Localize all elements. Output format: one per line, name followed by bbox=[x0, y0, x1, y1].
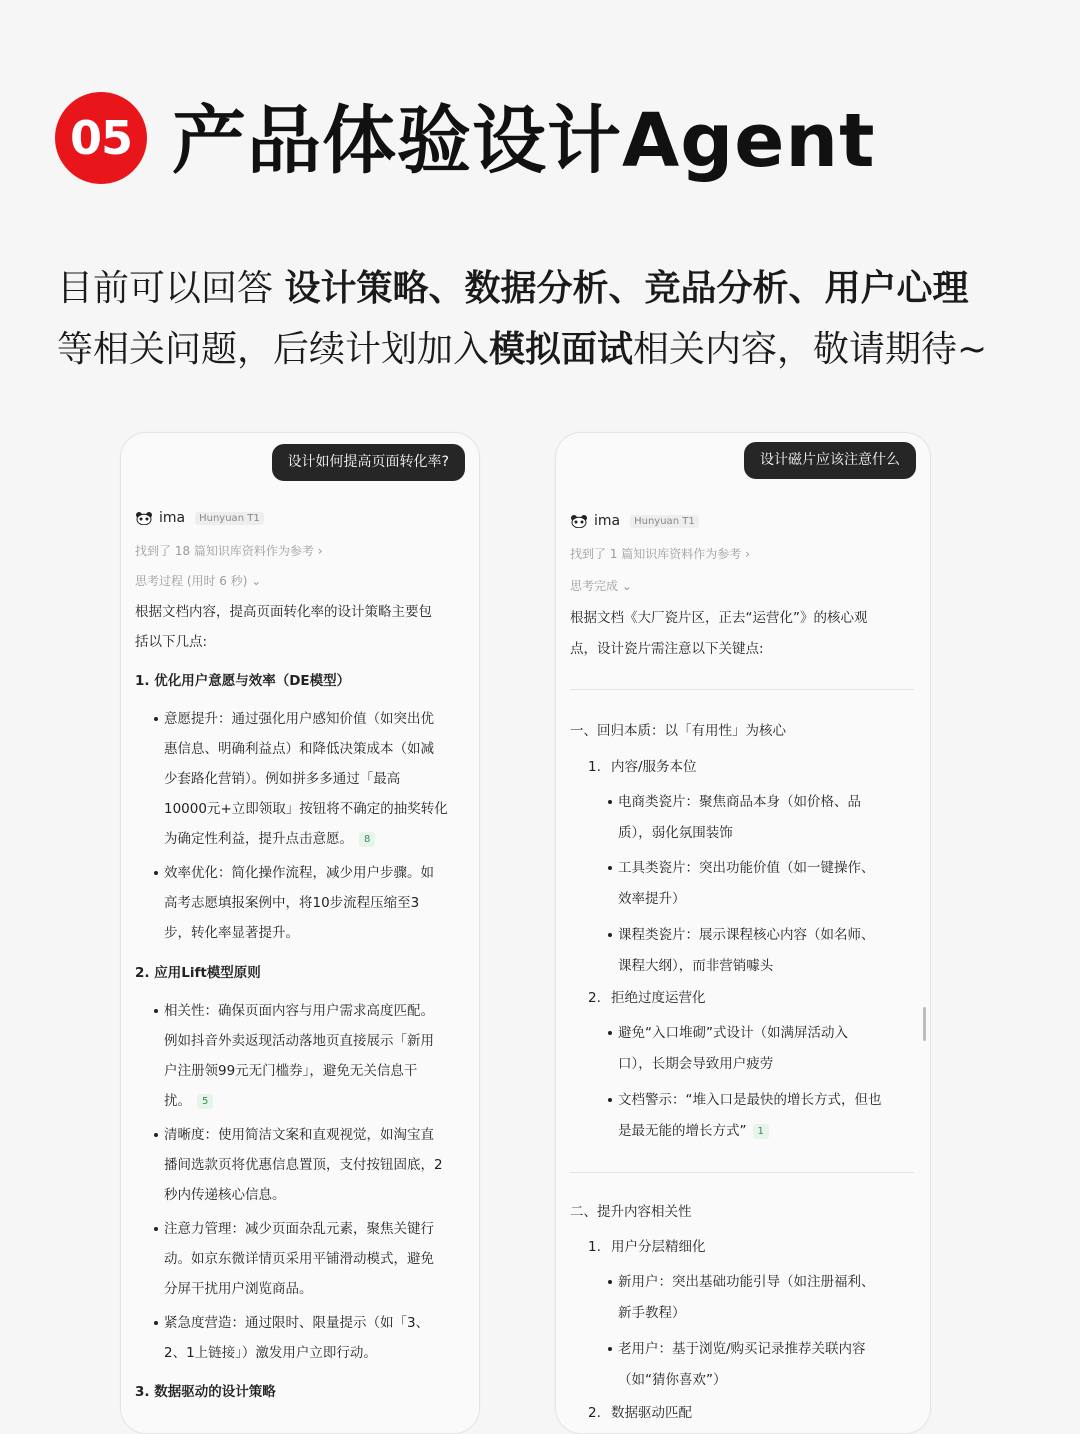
section-heading: 二、提升内容相关性 bbox=[570, 1204, 692, 1220]
chat-card-right bbox=[555, 432, 931, 1434]
list-number: 1. bbox=[588, 759, 601, 775]
answer-line: 播间选款页将优惠信息置顶，支付按钮固底，2 bbox=[164, 1157, 443, 1173]
answer-line: 效率优化：简化操作流程，减少用户步骤。如 bbox=[164, 865, 434, 881]
section-heading: 一、回归本质：以「有用性」为核心 bbox=[570, 723, 786, 739]
answer-line: 2、1上链接」）激发用户立即行动。 bbox=[164, 1345, 377, 1361]
answer-line: 步，转化率显著提升。 bbox=[164, 925, 299, 941]
answer-line: 效率提升） bbox=[618, 891, 686, 907]
answer-line: 少套路化营销）。例如拼多多通过「最高 bbox=[164, 771, 401, 787]
subsection-heading: 拒绝过度运营化 bbox=[611, 990, 706, 1006]
answer-line: 电商类瓷片：聚焦商品本身（如价格、品 bbox=[618, 794, 861, 810]
reference-badge[interactable]: 1 bbox=[753, 1124, 769, 1139]
bullet-dot bbox=[608, 1098, 612, 1102]
page-title: 产品体验设计Agent bbox=[172, 98, 876, 184]
bullet-dot bbox=[608, 1280, 612, 1284]
bullet-dot bbox=[608, 933, 612, 937]
answer-line: 分屏干扰用户浏览商品。 bbox=[164, 1281, 313, 1297]
answer-line: 课程大纲），而非营销噱头 bbox=[618, 958, 774, 974]
section-heading: 1. 优化用户意愿与效率（DE模型） bbox=[135, 673, 351, 689]
answer-line-text: 为确定性利益，提升点击意愿。 bbox=[164, 831, 353, 847]
answer-line: 文档警示：“堆入口是最快的增长方式，但也 bbox=[618, 1092, 882, 1108]
answer-line: 老用户：基于浏览/购买记录推荐关联内容 bbox=[618, 1341, 866, 1357]
list-number: 2. bbox=[588, 990, 601, 1006]
answer-line-text: 扰。 bbox=[164, 1093, 191, 1109]
answer-line: 户注册领99元无门槛券」，避免无关信息干 bbox=[164, 1063, 418, 1079]
user-question-bubble: 设计如何提高页面转化率? bbox=[272, 444, 465, 481]
bullet-dot bbox=[154, 871, 158, 875]
answer-line: 根据文档《大厂瓷片区，正去“运营化”》的核心观 bbox=[570, 610, 868, 626]
subsection-heading: 数据驱动匹配 bbox=[611, 1405, 692, 1421]
panda-logo-icon bbox=[135, 512, 153, 525]
answer-line: 根据文档内容，提高页面转化率的设计策略主要包 bbox=[135, 604, 432, 620]
chat-card-left bbox=[120, 432, 480, 1434]
intro-normal-2: 等相关问题，后续计划加入 bbox=[57, 329, 490, 370]
answer-line: 10000元+立即领取」按钮将不确定的抽奖转化 bbox=[164, 801, 448, 817]
answer-line: 惠信息、明确利益点）和降低决策成本（如减 bbox=[164, 741, 434, 757]
bullet-dot bbox=[154, 1133, 158, 1137]
intro-normal-1: 目前可以回答 bbox=[57, 268, 285, 309]
answer-line bbox=[164, 831, 375, 847]
answer-line bbox=[618, 1123, 769, 1139]
answer-line: 新用户：突出基础功能引导（如注册福利、 bbox=[618, 1274, 875, 1290]
bullet-dot bbox=[608, 1031, 612, 1035]
section-heading: 2. 应用Lift模型原则 bbox=[135, 965, 261, 981]
answer-line: 紧急度营造：通过限时、限量提示（如「3、 bbox=[164, 1315, 430, 1331]
answer-line: 点，设计瓷片需注意以下关键点: bbox=[570, 641, 764, 657]
thinking-toggle[interactable]: 思考完成 ⌄ bbox=[570, 579, 632, 593]
bullet-dot bbox=[154, 1227, 158, 1231]
answer-line: 意愿提升：通过强化用户感知价值（如突出优 bbox=[164, 711, 434, 727]
answer-line: 相关性：确保页面内容与用户需求高度匹配。 bbox=[164, 1003, 434, 1019]
answer-line: 秒内传递核心信息。 bbox=[164, 1187, 286, 1203]
list-number: 1. bbox=[588, 1239, 601, 1255]
sources-link[interactable]: 找到了 18 篇知识库资料作为参考 › bbox=[135, 544, 323, 558]
answer-line: 括以下几点: bbox=[135, 634, 208, 650]
assistant-name: ima bbox=[594, 513, 621, 529]
answer-line: 高考志愿填报案例中，将10步流程压缩至3 bbox=[164, 895, 420, 911]
section-heading: 3. 数据驱动的设计策略 bbox=[135, 1384, 276, 1400]
user-question-bubble: 设计磁片应该注意什么 bbox=[744, 442, 916, 479]
bullet-dot bbox=[608, 800, 612, 804]
answer-line: 例如抖音外卖返现活动落地页直接展示「新用 bbox=[164, 1033, 434, 1049]
list-number: 2. bbox=[588, 1405, 601, 1421]
answer-line: （如“猜你喜欢”） bbox=[618, 1372, 727, 1388]
answer-line: 课程类瓷片：展示课程核心内容（如名师、 bbox=[618, 927, 875, 943]
model-tag: Hunyuan T1 bbox=[630, 515, 699, 528]
bullet-dot bbox=[154, 717, 158, 721]
thinking-toggle[interactable]: 思考过程 (用时 6 秒) ⌄ bbox=[135, 574, 262, 588]
answer-line: 新手教程） bbox=[618, 1305, 686, 1321]
sources-link[interactable]: 找到了 1 篇知识库资料作为参考 › bbox=[570, 547, 750, 561]
reference-badge[interactable]: 8 bbox=[359, 832, 375, 847]
answer-line: 注意力管理：减少页面杂乱元素，聚焦关键行 bbox=[164, 1221, 434, 1237]
intro-bold-2: 模拟面试 bbox=[489, 329, 634, 370]
answer-line: 质），弱化氛围装饰 bbox=[618, 825, 733, 841]
bullet-dot bbox=[608, 866, 612, 870]
intro-normal-3: 相关内容，敬请期待~ bbox=[633, 329, 988, 370]
panda-logo-icon bbox=[570, 515, 588, 528]
answer-line: 口），长期会导致用户疲劳 bbox=[618, 1056, 774, 1072]
section-number: 05 bbox=[69, 111, 132, 165]
bullet-dot bbox=[154, 1321, 158, 1325]
answer-line: 动。如京东微详情页采用平铺滑动模式，避免 bbox=[164, 1251, 434, 1267]
reference-badge[interactable]: 5 bbox=[197, 1094, 213, 1109]
model-tag: Hunyuan T1 bbox=[195, 512, 264, 525]
subsection-heading: 用户分层精细化 bbox=[611, 1239, 706, 1255]
scrollbar-thumb[interactable] bbox=[923, 1007, 926, 1041]
answer-line: 清晰度：使用简洁文案和直观视觉，如淘宝直 bbox=[164, 1127, 434, 1143]
intro-bold-1: 设计策略、数据分析、竞品分析、用户心理 bbox=[284, 268, 969, 309]
assistant-name: ima bbox=[159, 510, 186, 526]
intro-line-1 bbox=[57, 258, 1037, 319]
assistant-header bbox=[135, 510, 264, 526]
divider bbox=[570, 1172, 914, 1173]
answer-line: 工具类瓷片：突出功能价值（如一键操作、 bbox=[618, 860, 875, 876]
assistant-header bbox=[570, 513, 699, 529]
answer-line bbox=[164, 1093, 213, 1109]
intro-text bbox=[57, 258, 1037, 380]
answer-line-text: 是最无能的增长方式” bbox=[618, 1123, 747, 1139]
answer-line: 避免“入口堆砌”式设计（如满屏活动入 bbox=[618, 1025, 848, 1041]
section-number-badge bbox=[55, 92, 147, 184]
intro-line-2 bbox=[57, 319, 1037, 380]
subsection-heading: 内容/服务本位 bbox=[611, 759, 697, 775]
divider bbox=[570, 689, 914, 690]
bullet-dot bbox=[154, 1009, 158, 1013]
bullet-dot bbox=[608, 1347, 612, 1351]
